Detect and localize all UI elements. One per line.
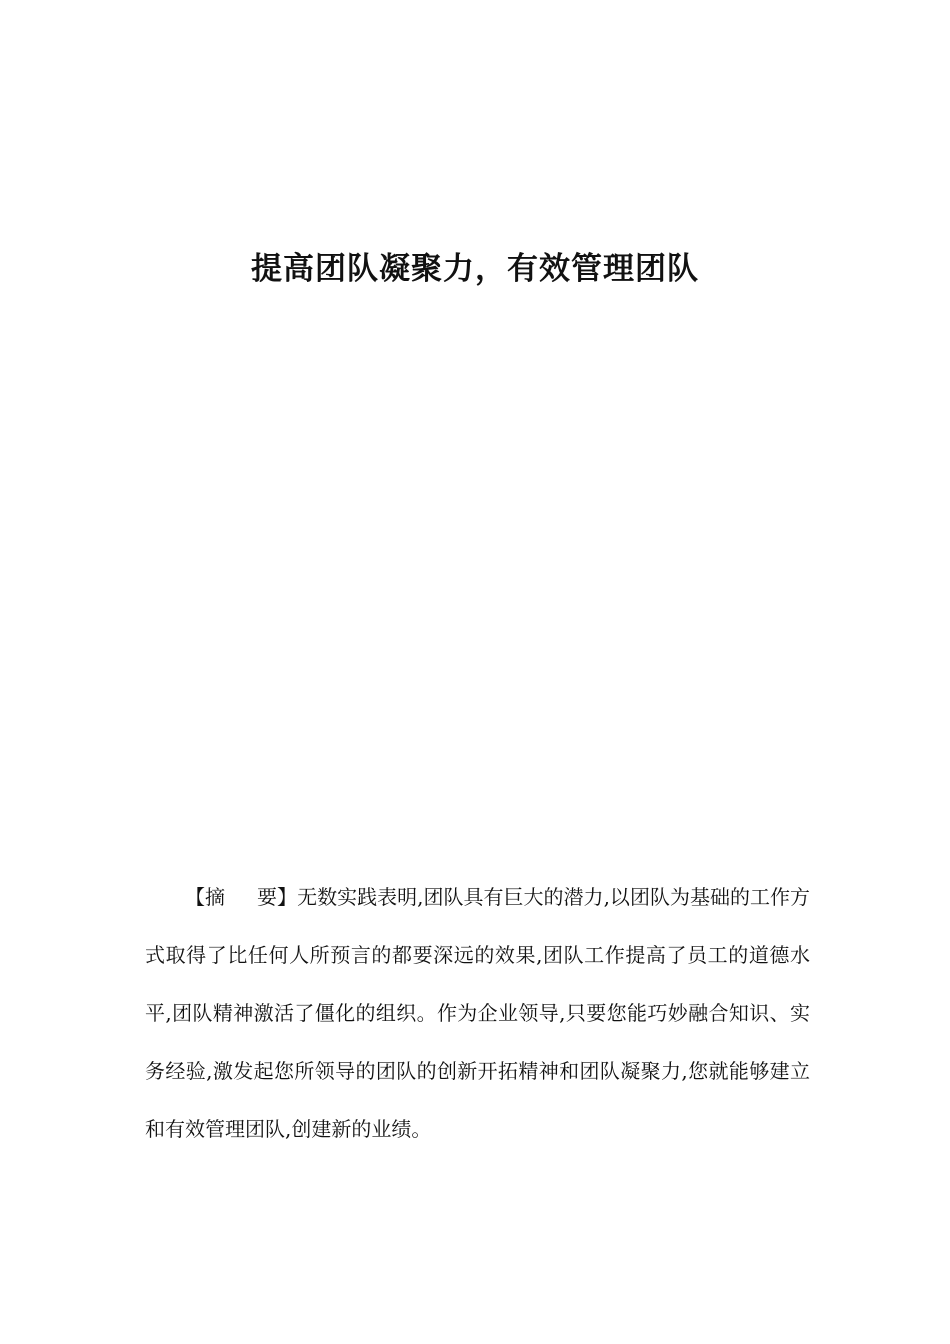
abstract-paragraph: [145, 868, 810, 1158]
abstract-label: [185, 885, 297, 909]
document-title: 提高团队凝聚力，有效管理团队: [251, 250, 699, 287]
abstract-text: 无数实践表明,团队具有巨大的潜力,以团队为基础的工作方式取得了比任何人所预言的都要深远的效果,团队工作提高了员工的道德水平,团队精神激活了僵化的组织。作为企业领导,只要您能巧妙融合知识、实务经验,激发起您所领导的团队的创新开拓精神和团队凝聚力,您就能够建立和有效管理团队,创建新的业绩。: [145, 885, 811, 1141]
abstract-label-open: 【摘: [185, 885, 226, 909]
abstract-label-close: 要】: [257, 885, 298, 909]
